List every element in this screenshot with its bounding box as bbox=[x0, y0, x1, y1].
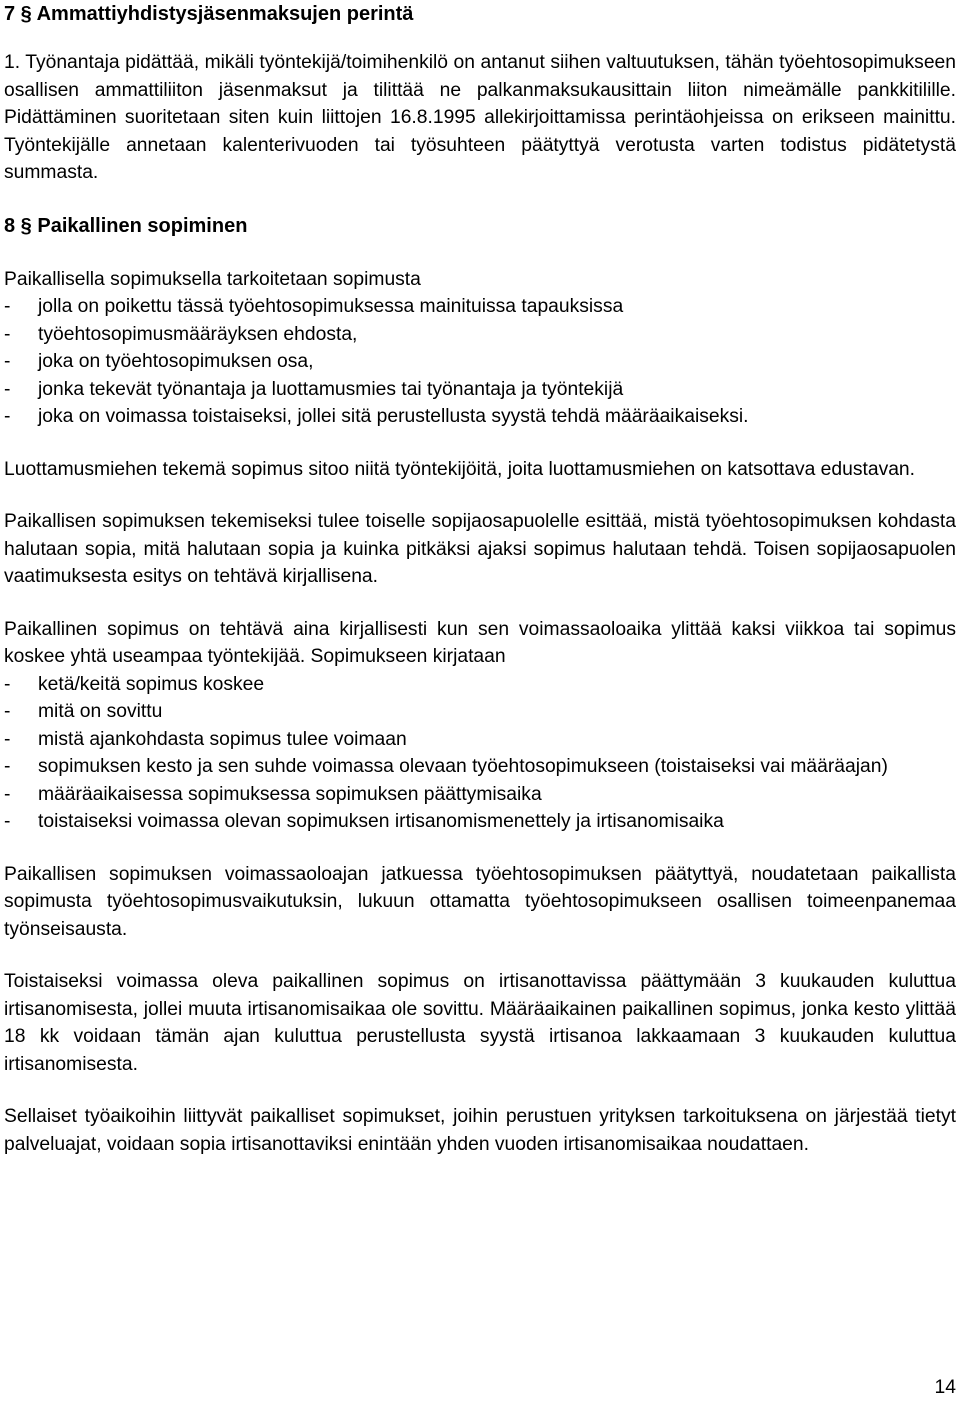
working-hours-paragraph: Sellaiset työaikoihin liittyvät paikalliset sopimukset, joihin perustuen yrityksen tarkoituksena on järjestää tietyt palveluajat, voidaan sopia irtisanottaviksi enintään yhden vuoden irtisanomisaikaa noudattaen. bbox=[4, 1106, 956, 1155]
list-item: - työehtosopimusmääräyksen ehdosta, bbox=[4, 321, 956, 349]
list-dash: - bbox=[4, 351, 11, 372]
list-item: - toistaiseksi voimassa olevan sopimuksen irtisanomismenettely ja irtisanomisaika bbox=[4, 808, 956, 836]
section-8-heading: 8 § Paikallinen sopiminen bbox=[4, 214, 248, 237]
continuation-paragraph: Paikallisen sopimuksen voimassaoloajan jatkuessa työehtosopimuksen päätyttyä, noudatetaan paikallista sopimusta työehtosopimusvaikutuksin, lukuun ottamatta työehtosopimukseen osallisen toimeenpanemaa työnseisausta. bbox=[4, 863, 956, 940]
list-dash: - bbox=[4, 783, 11, 805]
section-7-paragraph: 1. Työnantaja pidättää, mikäli työntekijä/toimihenkilö on antanut siihen valtuutuksen, tähän työehtosopimukseen osallisen ammattiliiton jäsenmaksut ja tilittää ne palkanmaksukausittain liiton nimeämälle pankkitilille. Pidättäminen suoritetaan siten kuin liittojen 16.8.1995 allekirjoittamissa perintäohjeissa on erikseen mainittu. Työntekijälle annetaan kalenterivuoden tai työsuhteen päätyttyä verotusta varten todistus pidätetystä summasta. bbox=[4, 52, 956, 183]
list-item: - mistä ajankohdasta sopimus tulee voimaan bbox=[4, 726, 956, 754]
list-item: - ketä/keitä sopimus koskee bbox=[4, 671, 956, 699]
local-agreement-intro: Paikallisella sopimuksella tarkoitetaan sopimusta bbox=[4, 268, 421, 290]
list-dash: - bbox=[4, 323, 11, 345]
list-item: - mitä on sovittu bbox=[4, 698, 956, 726]
termination-paragraph: Toistaiseksi voimassa oleva paikallinen sopimus on irtisanottavissa päättymään 3 kuukauden kuluttua irtisanomisesta, jollei muuta irtisanomisaikaa ole sovittu. Määräaikainen paikallinen sopimus, jonka kesto ylittää 18 kk voidaan tämän ajan kuluttua perustellusta syystä irtisanoa lakkaamaan 3 kuukauden kuluttua irtisanomisesta. bbox=[4, 971, 956, 1075]
list-dash: - bbox=[4, 378, 11, 400]
list-dash: - bbox=[4, 811, 11, 832]
page-number: 14 bbox=[934, 1377, 956, 1398]
section-7-heading: 7 § Ammattiyhdistysjäsenmaksujen perintä bbox=[4, 3, 414, 25]
list-item: - määräaikaisessa sopimuksessa sopimuksen päättymisaika bbox=[4, 781, 956, 809]
list-item: - joka on voimassa toistaiseksi, jollei sitä perustellusta syystä tehdä määräaikaiseksi. bbox=[4, 403, 956, 431]
document-page bbox=[4, 0, 956, 1158]
list-dash: - bbox=[4, 728, 11, 750]
list-item: - sopimuksen kesto ja sen suhde voimassa olevaan työehtosopimukseen (toistaiseksi vai määräajan) bbox=[4, 753, 956, 781]
agreement-proposal-paragraph: Paikallisen sopimuksen tekemiseksi tulee toiselle sopijaosapuolelle esittää, mistä työehtosopimuksen kohdasta halutaan sopia, mitä halutaan sopia ja kuinka pitkäksi ajaksi sopimus halutaan tehdä. Toisen sopijaosapuolen vaatimuksesta esitys on tehtävä kirjallisena. bbox=[4, 511, 956, 587]
list-dash: - bbox=[4, 406, 11, 427]
list-dash: - bbox=[4, 673, 11, 695]
list-dash: - bbox=[4, 756, 11, 777]
list-item: - joka on työehtosopimuksen osa, bbox=[4, 348, 956, 376]
written-agreement-paragraph: Paikallinen sopimus on tehtävä aina kirjallisesti kun sen voimassaoloaika ylittää kaksi viikkoa tai sopimus koskee yhtä useampaa työntekijää. Sopimukseen kirjataan bbox=[4, 618, 956, 667]
list-dash: - bbox=[4, 701, 11, 722]
shop-steward-paragraph: Luottamusmiehen tekemä sopimus sitoo niitä työntekijöitä, joita luottamusmiehen on katsottava edustavan. bbox=[4, 458, 916, 480]
agreement-contents-list bbox=[4, 671, 956, 836]
list-item: - jonka tekevät työnantaja ja luottamusmies tai työnantaja ja työntekijä bbox=[4, 376, 956, 404]
list-item: - jolla on poikettu tässä työehtosopimuksessa mainituissa tapauksissa bbox=[4, 293, 956, 321]
list-dash: - bbox=[4, 296, 11, 317]
local-agreement-definition-list bbox=[4, 293, 956, 431]
